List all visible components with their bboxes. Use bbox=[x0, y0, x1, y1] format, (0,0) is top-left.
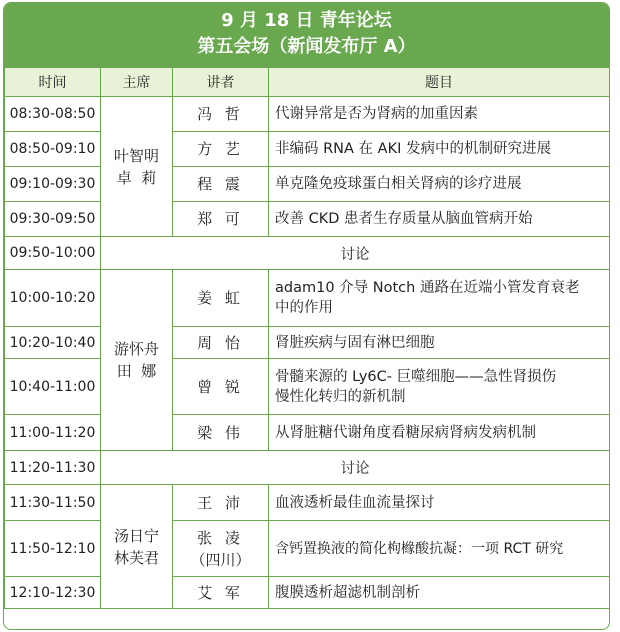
discussion-row bbox=[5, 237, 610, 270]
speaker-cell: 方 艺 bbox=[173, 132, 269, 167]
speaker-cell: 曾 锐 bbox=[173, 359, 269, 415]
topic-cell: 肾脏疾病与固有淋巴细胞 bbox=[269, 327, 610, 359]
speaker-affiliation: （四川） bbox=[190, 550, 251, 569]
table-row bbox=[5, 270, 610, 327]
chair-cell bbox=[101, 485, 173, 609]
topic-cell: 含钙置换液的简化枸橼酸抗凝：一项 RCT 研究 bbox=[269, 521, 610, 577]
table-row bbox=[5, 167, 610, 202]
topic-cell bbox=[269, 270, 610, 327]
time-cell: 11:30-11:50 bbox=[5, 485, 101, 521]
discussion-label: 讨论 bbox=[101, 237, 610, 270]
time-cell: 08:30-08:50 bbox=[5, 97, 101, 132]
chair-name: 林芙君 bbox=[113, 548, 159, 567]
column-header-row bbox=[5, 68, 610, 97]
table-row bbox=[5, 521, 610, 577]
header-venue: 第五会场（新闻发布厅 A） bbox=[197, 36, 416, 57]
time-cell: 11:20-11:30 bbox=[5, 451, 101, 485]
schedule-header bbox=[4, 3, 609, 67]
time-cell: 09:30-09:50 bbox=[5, 202, 101, 237]
time-cell: 12:10-12:30 bbox=[5, 577, 101, 609]
discussion-label: 讨论 bbox=[101, 451, 610, 485]
time-cell: 11:00-11:20 bbox=[5, 415, 101, 451]
time-cell: 08:50-09:10 bbox=[5, 132, 101, 167]
topic-cell: 腹膜透析超滤机制剖析 bbox=[269, 577, 610, 609]
chair-name: 叶智明 bbox=[113, 146, 159, 165]
chair-name: 田 娜 bbox=[116, 362, 157, 380]
chair-name: 游怀舟 bbox=[113, 340, 159, 358]
header-date-title: 9 月 18 日 青年论坛 bbox=[221, 10, 392, 31]
speaker-cell: 郑 可 bbox=[173, 202, 269, 237]
topic-cell: 改善 CKD 患者生存质量从脑血管病开始 bbox=[269, 202, 610, 237]
col-topic: 题目 bbox=[269, 68, 610, 97]
speaker-cell: 王 沛 bbox=[173, 485, 269, 521]
table-row bbox=[5, 415, 610, 451]
speaker-cell: 冯 哲 bbox=[173, 97, 269, 132]
col-time: 时间 bbox=[5, 68, 101, 97]
table-row bbox=[5, 327, 610, 359]
schedule-table bbox=[4, 67, 610, 609]
table-row bbox=[5, 132, 610, 167]
table-row bbox=[5, 202, 610, 237]
table-row bbox=[5, 485, 610, 521]
speaker-cell: 梁 伟 bbox=[173, 415, 269, 451]
topic-line: adam10 介导 Notch 通路在近端小管发育衰老 bbox=[275, 280, 580, 296]
table-row bbox=[5, 97, 610, 132]
time-cell: 10:00-10:20 bbox=[5, 270, 101, 327]
col-chair: 主席 bbox=[101, 68, 173, 97]
time-cell: 10:20-10:40 bbox=[5, 327, 101, 359]
chair-cell bbox=[101, 270, 173, 451]
topic-cell: 代谢异常是否为肾病的加重因素 bbox=[269, 97, 610, 132]
topic-line: 骨髓来源的 Ly6C- 巨噬细胞——急性肾损伤 bbox=[275, 368, 557, 385]
time-cell: 11:50-12:10 bbox=[5, 521, 101, 577]
speaker-cell: 周 怡 bbox=[173, 327, 269, 359]
chair-name: 卓 莉 bbox=[116, 168, 157, 187]
col-speaker: 讲者 bbox=[173, 68, 269, 97]
schedule-sheet bbox=[3, 2, 610, 630]
speaker-cell: 程 震 bbox=[173, 167, 269, 202]
table-row bbox=[5, 359, 610, 415]
speaker-cell: 姜 虹 bbox=[173, 270, 269, 327]
topic-line: 中的作用 bbox=[275, 300, 333, 316]
topic-line: 慢性化转归的新机制 bbox=[275, 388, 406, 405]
time-cell: 09:50-10:00 bbox=[5, 237, 101, 270]
discussion-row bbox=[5, 451, 610, 485]
speaker-cell: 艾 军 bbox=[173, 577, 269, 609]
speaker-cell bbox=[173, 521, 269, 577]
table-row bbox=[5, 577, 610, 609]
topic-cell: 从肾脏糖代谢角度看糖尿病肾病发病机制 bbox=[269, 415, 610, 451]
chair-name: 汤日宁 bbox=[113, 526, 159, 545]
topic-cell: 单克隆免疫球蛋白相关肾病的诊疗进展 bbox=[269, 167, 610, 202]
topic-cell: 血液透析最佳血流量探讨 bbox=[269, 485, 610, 521]
topic-cell bbox=[269, 359, 610, 415]
time-cell: 09:10-09:30 bbox=[5, 167, 101, 202]
chair-cell bbox=[101, 97, 173, 237]
time-cell: 10:40-11:00 bbox=[5, 359, 101, 415]
topic-cell: 非编码 RNA 在 AKI 发病中的机制研究进展 bbox=[269, 132, 610, 167]
speaker-name: 张 凌 bbox=[197, 528, 244, 547]
